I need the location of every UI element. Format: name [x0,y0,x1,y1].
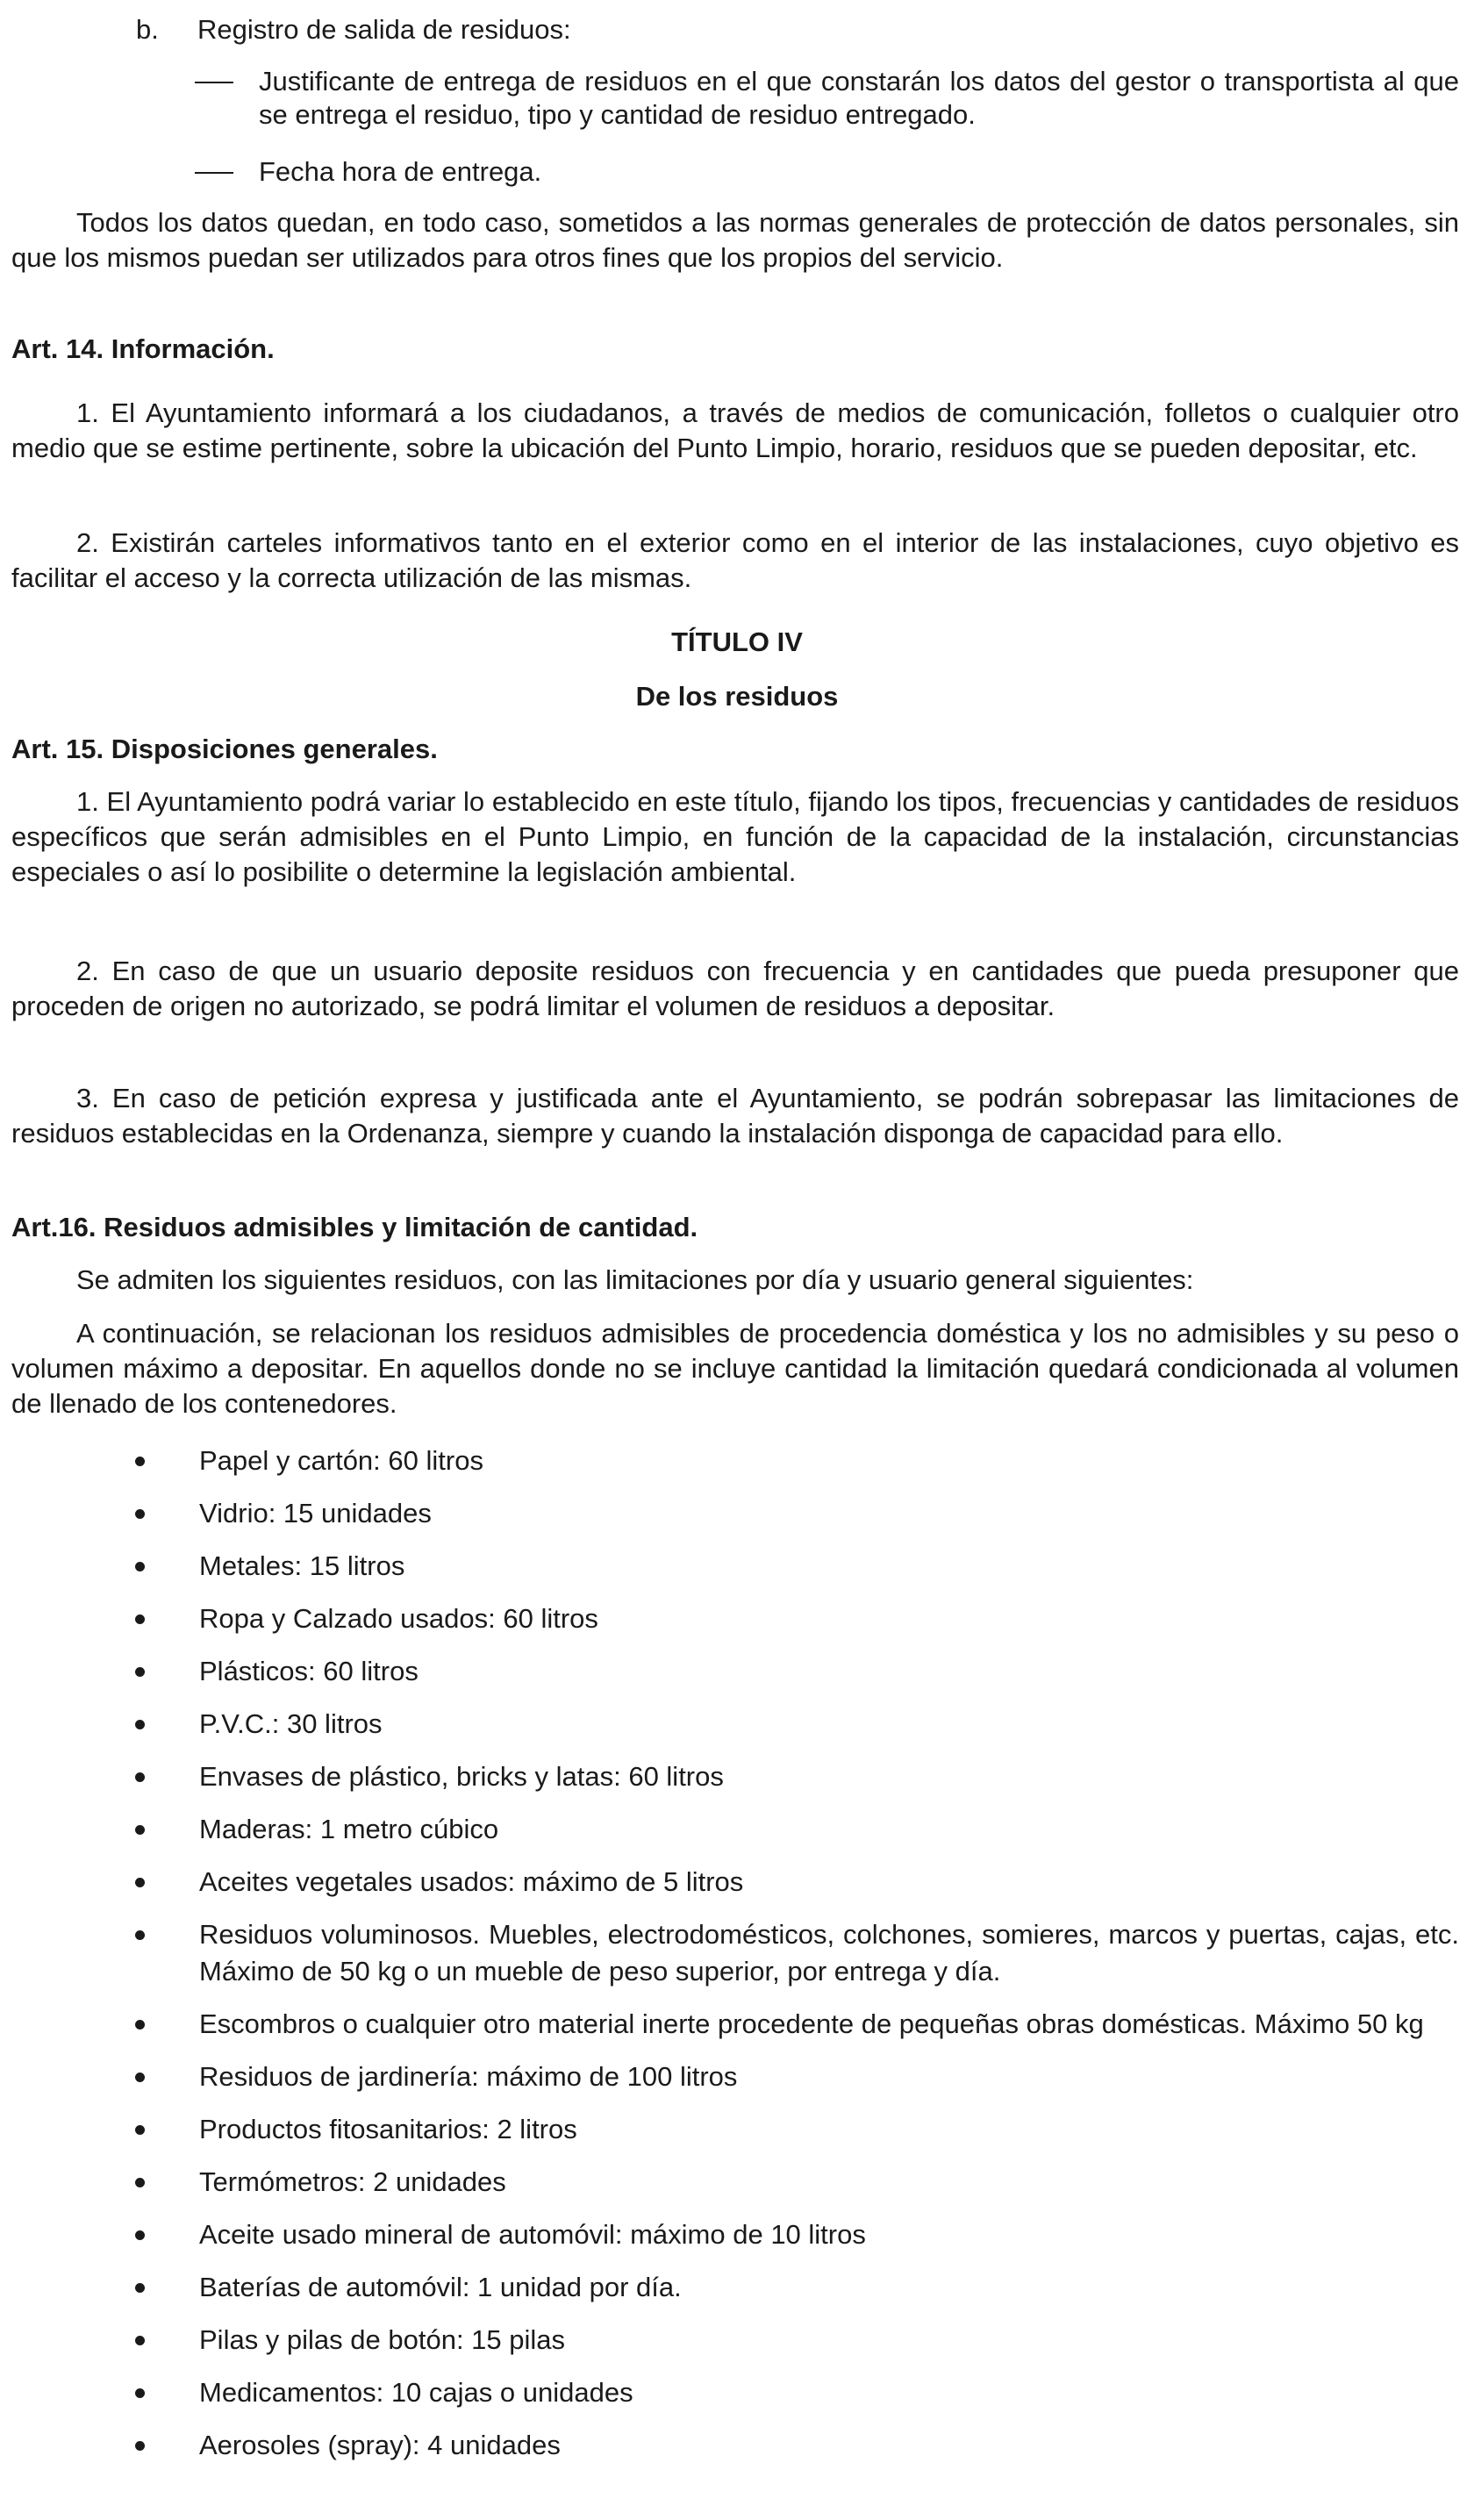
list-item-text: Productos fitosanitarios: 2 litros [199,2114,577,2144]
list-item-text: Pilas y pilas de botón: 15 pilas [199,2324,566,2355]
list-item [123,2216,1459,2253]
section-b-title: Registro de salida de residuos: [197,14,571,45]
list-item-text: Maderas: 1 metro cúbico [199,1814,499,1844]
list-item [123,2164,1459,2201]
list-item [123,2006,1459,2043]
list-item-text: Residuos de jardinería: máximo de 100 litros [199,2061,738,2092]
bullet-icon [135,1667,145,1677]
list-item-text: Papel y cartón: 60 litros [199,1445,483,1476]
privacy-paragraph: Todos los datos quedan, en todo caso, sometidos a las normas generales de protección de datos personales, sin que los mismos puedan ser utilizados para otros fines que los propios del servicio. [11,207,1459,273]
list-item [123,2427,1459,2464]
art14-paragraph-1: 1. El Ayuntamiento informará a los ciudadanos, a través de medios de comunicación, folletos o cualquier otro medio que se estime pertinente, sobre la ubicación del Punto Limpio, horario, residuos que se pueden depositar, etc. [11,397,1459,463]
dash-list-item [195,155,1459,189]
bullet-icon [135,2336,145,2345]
list-label-b: b. [136,14,159,45]
bullet-icon [135,2388,145,2398]
list-item-text: Aerosoles (spray): 4 unidades [199,2430,561,2460]
dash-item-text: Fecha hora de entrega. [259,156,542,187]
bullet-icon [135,2230,145,2240]
list-item-text: Medicamentos: 10 cajas o unidades [199,2377,633,2408]
art16-paragraph-1: Se admiten los siguientes residuos, con las limitaciones por día y usuario general siguientes: [76,1264,1194,1295]
list-item-text: Residuos voluminosos. Muebles, electrodomésticos, colchones, somieres, marcos y puertas, cajas, etc. Máximo de 50 kg o un mueble de peso superior, por entrega y día. [199,1919,1459,1987]
bullet-icon [135,2283,145,2293]
bullet-icon [135,2073,145,2082]
list-item [123,1548,1459,1585]
art16-paragraph-2: A continuación, se relacionan los residuos admisibles de procedencia doméstica y los no admisibles y su peso o volumen máximo a depositar. En aquellos donde no se incluye cantidad la limitación quedará condicionada al volumen de llenado de los contenedores. [11,1318,1459,1419]
bullet-icon [135,1457,145,1466]
list-item [123,2269,1459,2306]
list-item-text: Aceite usado mineral de automóvil: máximo de 10 litros [199,2219,866,2250]
bullet-icon [135,1614,145,1624]
list-item [123,1758,1459,1795]
list-item [123,1811,1459,1848]
list-item-text: Plásticos: 60 litros [199,1656,419,1686]
list-item [123,2322,1459,2359]
bullet-icon [135,1720,145,1729]
bullet-icon [135,2020,145,2030]
list-item [123,1916,1459,1990]
bullet-icon [135,1562,145,1571]
em-dash-icon [195,172,233,174]
art15-heading: Art. 15. Disposiciones generales. [11,734,438,764]
bullet-icon [135,2125,145,2135]
list-item-text: Baterías de automóvil: 1 unidad por día. [199,2272,682,2302]
list-item [123,1653,1459,1690]
dash-list-item [195,65,1459,132]
bullet-icon [135,1772,145,1782]
list-item-text: P.V.C.: 30 litros [199,1708,383,1739]
art16-heading: Art.16. Residuos admisibles y limitación de cantidad. [11,1212,698,1242]
art14-paragraph-2: 2. Existirán carteles informativos tanto en el exterior como en el interior de las instalaciones, cuyo objetivo es facilitar el acceso y la correcta utilización de las mismas. [11,527,1459,593]
admissible-waste-list [123,1443,1459,2480]
list-item-text: Envases de plástico, bricks y latas: 60 litros [199,1761,724,1792]
title-heading: TÍTULO IV [671,626,803,657]
list-item [123,2111,1459,2148]
list-item-text: Aceites vegetales usados: máximo de 5 litros [199,1866,744,1897]
bullet-icon [135,2178,145,2187]
list-item [123,1443,1459,1479]
bullet-icon [135,1878,145,1887]
bullet-icon [135,1930,145,1940]
art15-paragraph-3: 3. En caso de petición expresa y justificada ante el Ayuntamiento, se podrán sobrepasar las limitaciones de residuos establecidas en la Ordenanza, siempre y cuando la instalación disponga de capacidad para ello. [11,1083,1459,1149]
list-item [123,1864,1459,1901]
bullet-icon [135,1825,145,1835]
list-item-text: Ropa y Calzado usados: 60 litros [199,1603,598,1634]
art14-heading: Art. 14. Información. [11,333,275,364]
list-item [123,1495,1459,1532]
art15-paragraph-2: 2. En caso de que un usuario deposite residuos con frecuencia y en cantidades que pueda presuponer que proceden de origen no autorizado, se podrá limitar el volumen de residuos a depositar. [11,956,1459,1021]
title-subheading: De los residuos [635,681,839,712]
bullet-icon [135,2441,145,2451]
list-item [123,2058,1459,2095]
list-item-text: Escombros o cualquier otro material inerte procedente de pequeñas obras domésticas. Máximo 50 kg [199,2008,1424,2039]
list-item-text: Vidrio: 15 unidades [199,1498,432,1528]
list-item-text: Metales: 15 litros [199,1550,405,1581]
art15-paragraph-1: 1. El Ayuntamiento podrá variar lo establecido en este título, fijando los tipos, frecuencias y cantidades de residuos específicos que serán admisibles en el Punto Limpio, en función de la capacidad de la instalación, circunstancias especiales o así lo posibilite o determine la legislación ambiental. [11,786,1459,887]
em-dash-icon [195,82,233,83]
list-item [123,1706,1459,1743]
list-item [123,1600,1459,1637]
list-item-text: Termómetros: 2 unidades [199,2166,506,2197]
dash-item-text: Justificante de entrega de residuos en el que constarán los datos del gestor o transportista al que se entrega el residuo, tipo y cantidad de residuo entregado. [259,66,1459,130]
list-item [123,2374,1459,2411]
bullet-icon [135,1509,145,1519]
